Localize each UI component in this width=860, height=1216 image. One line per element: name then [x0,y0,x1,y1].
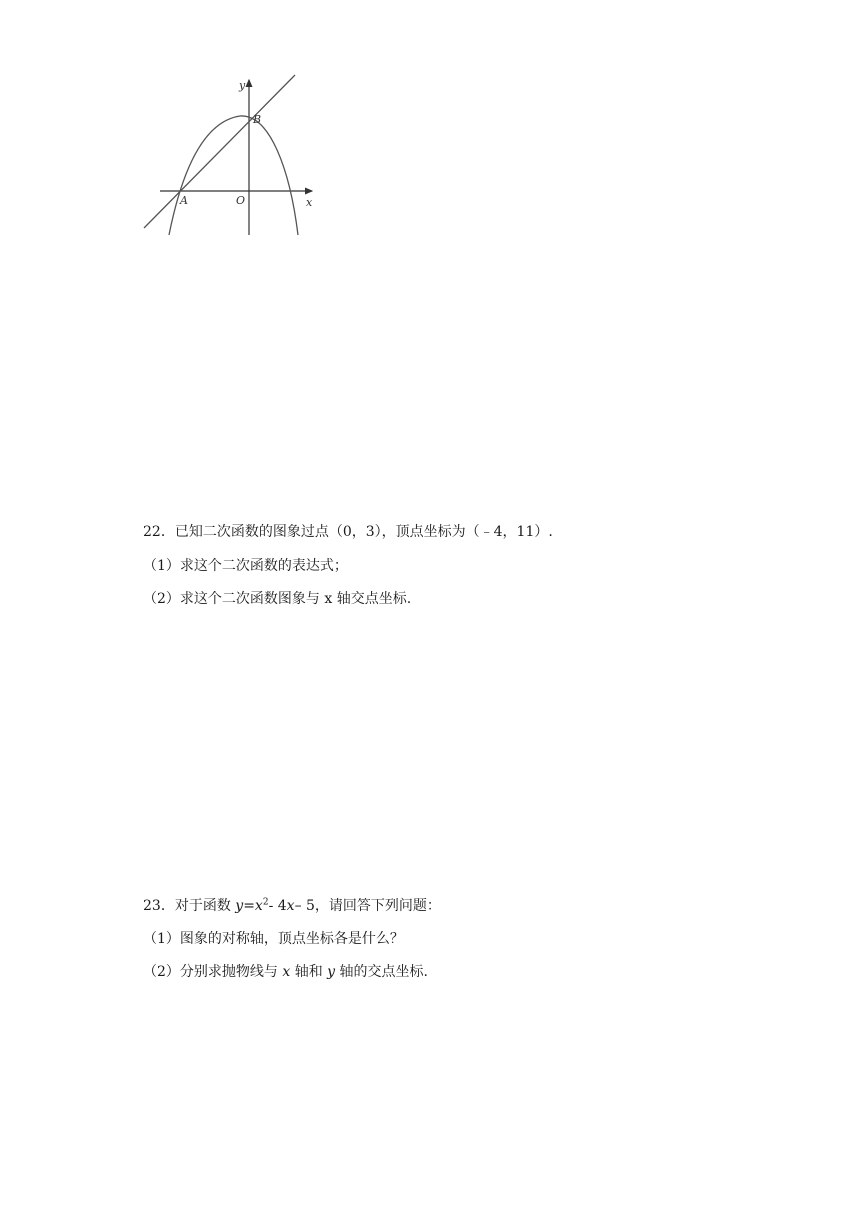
q23-func-rest1: - 4 [268,898,287,914]
parabola-line-figure [140,70,330,240]
question-23-part-1: （1）图象的对称轴，顶点坐标各是什么？ [143,931,404,947]
q23-p2-a: （2）分别求抛物线与 [143,964,283,980]
origin-label: O [236,194,246,207]
parabola-curve [169,116,298,235]
q23-func-x: x [254,898,263,914]
question-22-part-2: （2）求这个二次函数图象与 x 轴交点坐标. [143,591,412,607]
q23-p2-b: 轴和 [290,964,328,980]
q23-func-x2: x [286,898,295,914]
x-axis-label: x [306,196,313,209]
point-a-label: A [180,194,188,207]
q23-p2-x: x [282,964,291,980]
q23-func-y: y [235,898,244,914]
q23-p2-c: 轴的交点坐标. [335,964,428,980]
coordinate-graph [140,70,330,240]
q23-p2-y: y [327,964,336,980]
q23-func-exponent: 2 [262,897,269,908]
q23-func-rest2: – 5，请回答下列问题： [294,898,441,914]
y-axis-label: y [239,79,246,92]
question-22-part-1: （1）求这个二次函数的表达式； [143,558,348,574]
line-ab [144,75,295,228]
q23-number: 23．对于函数 [143,898,236,914]
question-22-stem: 22．已知二次函数的图象过点（0，3），顶点坐标为（﹣4，11）. [143,524,553,540]
q23-func-eq: = [243,898,255,914]
question-23-stem [143,896,441,916]
question-23-part-2 [143,962,428,982]
point-b-label: B [253,113,262,126]
